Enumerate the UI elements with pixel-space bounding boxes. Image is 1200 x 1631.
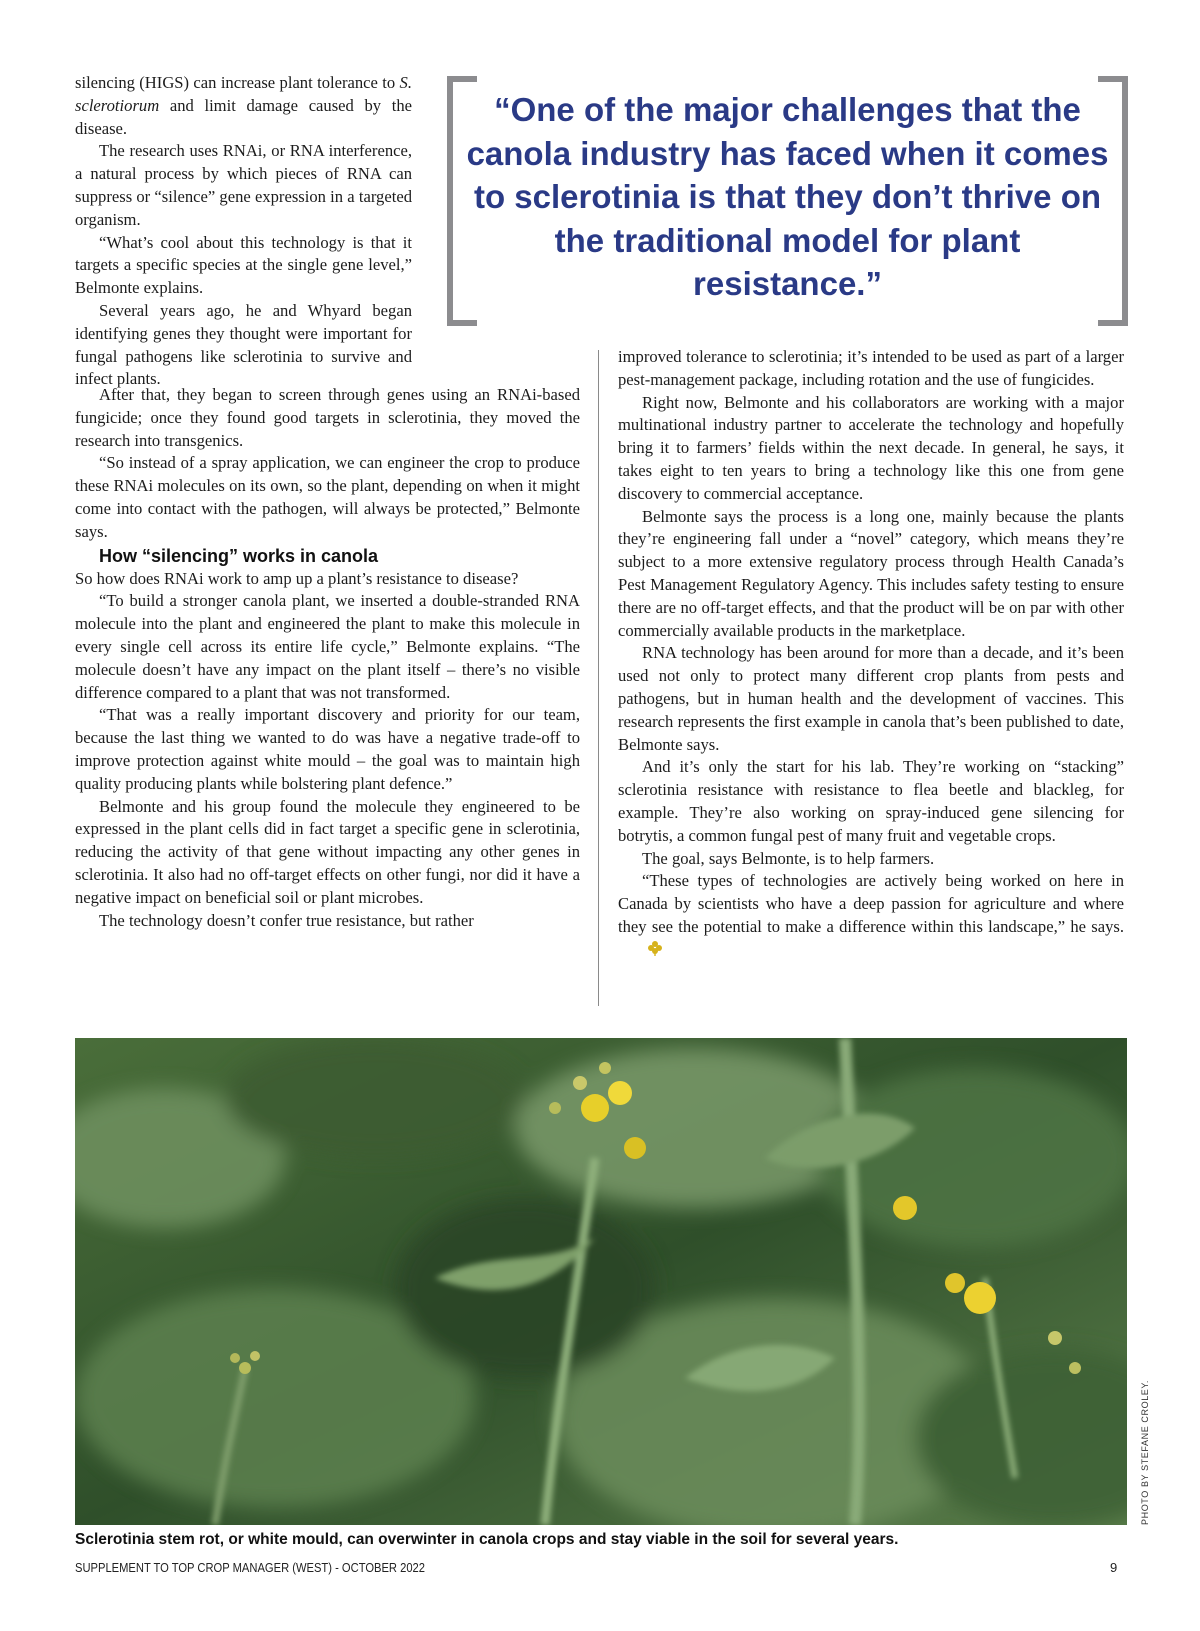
photo-caption: Sclerotinia stem rot, or white mould, can overwinter in canola crops and stay viable in the soil for several years. xyxy=(75,1531,899,1548)
paragraph: The research uses RNAi, or RNA interference, a natural process by which pieces of RNA can suppress or “silence” gene expression in a targeted organism. xyxy=(75,141,412,229)
paragraph: So how does RNAi work to amp up a plant’s resistance to disease? xyxy=(75,568,519,588)
paragraph: improved tolerance to sclerotinia; it’s intended to be used as part of a larger pest-management package, including rotation and the use of fungicides. xyxy=(618,347,1124,389)
article-column-left-top xyxy=(75,72,412,391)
paragraph: The technology doesn’t confer true resistance, but rather xyxy=(99,910,474,930)
paragraph: Belmonte and his group found the molecule they engineered to be expressed in the plant cells did in fact target a specific gene in sclerotinia, reducing the activity of that gene without impacting any other genes in sclerotinia. It also had no off-target effects on other fungi, nor did it have a negative impact on beneficial soil or plant microbes. xyxy=(75,796,580,907)
article-column-right xyxy=(618,346,1124,964)
article-column-left-bottom xyxy=(75,384,580,932)
section-subhead: How “silencing” works in canola xyxy=(99,545,379,566)
paragraph: Right now, Belmonte and his collaborators are working with a major multinational industry partner to accelerate the technology and hopefully bring it to farmers’ fields within the next decade. In general, he says, it takes eight to ten years to bring a technology like this one from gene discovery to commercial acceptance. xyxy=(618,392,1124,503)
paragraph: “So instead of a spray application, we can engineer the crop to produce these RNAi molecules on its own, so the plant, depending on when it might come into contact with the pathogen, will always be protected,” Belmonte says. xyxy=(75,453,580,541)
paragraph: Belmonte says the process is a long one, mainly because the plants they’re engineering fall under a “novel” category, which means they’re subject to a more extensive regulatory process through Health Canada’s Pest Management Regulatory Agency. This includes safety testing to ensure there are no off-target effects, and that the product will be on par with other commercially available products in the marketplace. xyxy=(618,506,1124,640)
paragraph: The goal, says Belmonte, is to help farmers. xyxy=(642,848,935,868)
photo-credit: PHOTO BY STEFANE CROLEY. xyxy=(1140,1380,1150,1525)
paragraph: After that, they began to screen through genes using an RNAi-based fungicide; once they found good targets in sclerotinia, they moved the research into transgenics. xyxy=(75,385,580,450)
footer-publication: SUPPLEMENT TO TOP CROP MANAGER (WEST) - OCTOBER 2022 xyxy=(75,1560,425,1575)
pull-quote xyxy=(447,76,1128,329)
page-number: 9 xyxy=(1110,1560,1118,1575)
paragraph: silencing (HIGS) can increase plant tolerance to S. sclerotiorum and limit damage caused by the disease. xyxy=(75,73,412,138)
paragraph: “That was a really important discovery and priority for our team, because the last thing we wanted to do was have a negative trade-off to improve protection against white mould – the goal was to maintain high quality producing plants while bolstering plant defence.” xyxy=(75,705,580,793)
canola-photo xyxy=(75,1038,1127,1525)
paragraph: “These types of technologies are actively being worked on here in Canada by scientists who have a deep passion for agriculture and where they see the potential to make a difference within this landscape,” he says. xyxy=(618,870,1124,963)
column-divider xyxy=(598,350,599,1006)
pull-quote-text: “One of the major challenges that the canola industry has faced when it comes to sclerotinia is that they don’t thrive on the traditional model for plant resistance.” xyxy=(466,91,1109,302)
canola-leaf-end-mark-icon xyxy=(622,939,664,964)
paragraph: Several years ago, he and Whyard began identifying genes they thought were important for fungal pathogens like sclerotinia to survive and infect plants. xyxy=(75,300,412,389)
paragraph: “What’s cool about this technology is that it targets a specific species at the single gene level,” Belmonte explains. xyxy=(75,232,412,298)
paragraph: RNA technology has been around for more than a decade, and it’s been used not only to protect many different crop plants from pests and pathogens, but in human health and the development of vaccines. This research represents the first example in canola that’s been published to date, Belmonte says. xyxy=(618,643,1124,754)
paragraph: And it’s only the start for his lab. They’re working on “stacking” sclerotinia resistance with resistance to flea beetle and blackleg, for example. They’re also working on spray-induced gene silencing for botrytis, a common fungal pest of many fruit and vegetable crops. xyxy=(618,757,1124,845)
paragraph: “To build a stronger canola plant, we inserted a double-stranded RNA molecule into the plant and engineered the plant to make this molecule in every single cell across its entire life cycle,” Belmonte explains. “The molecule doesn’t have any impact on the plant itself – there’s no visible difference compared to a plant that was not transformed. xyxy=(75,591,580,702)
